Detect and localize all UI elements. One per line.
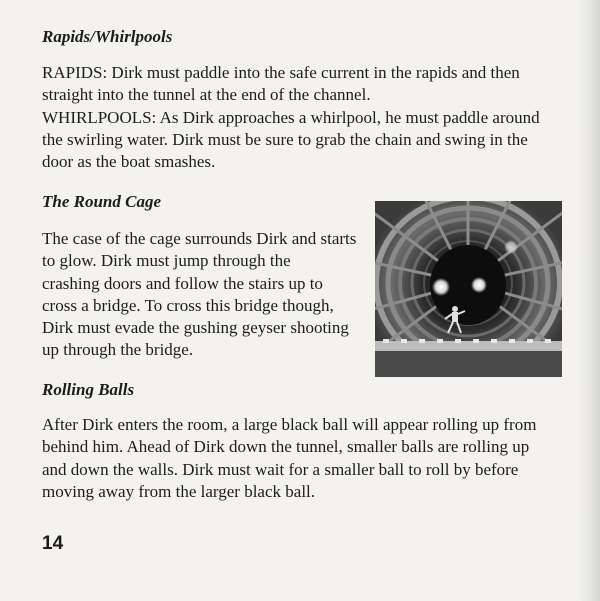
heading-rolling-balls: Rolling Balls — [42, 380, 135, 399]
paragraph-round-cage — [42, 228, 372, 362]
text-line: moving away from the larger black ball. — [42, 481, 316, 501]
round-cage-screenshot — [375, 201, 562, 377]
paragraph-rapids-whirlpools — [42, 62, 572, 173]
text-line: behind him. Ahead of Dirk down the tunnel, smaller balls are rolling up — [42, 437, 530, 457]
text-line: RAPIDS: Dirk must paddle into the safe current in the rapids and then — [42, 63, 520, 82]
text-line: to glow. Dirk must jump through the — [42, 251, 291, 271]
text-line: After Dirk enters the room, a large black ball will appear rolling up from — [42, 415, 537, 434]
text-line: cross a bridge. To cross this bridge though, — [42, 295, 334, 315]
text-line: the swirling water. Dirk must be sure to grab the chain and swing in the — [42, 129, 528, 149]
text-line: crashing doors and follow the stairs up to — [42, 273, 323, 293]
text-line: The case of the cage surrounds Dirk and starts — [42, 229, 357, 248]
page-number: 14 — [42, 533, 64, 554]
paragraph-rolling-balls — [42, 414, 572, 503]
heading-round-cage: The Round Cage — [42, 192, 162, 211]
page-edge-shadow — [578, 0, 600, 601]
text-line: up through the bridge. — [42, 340, 194, 360]
text-line: WHIRLPOOLS: As Dirk approaches a whirlpool, he must paddle around — [42, 107, 540, 127]
text-line: door as the boat smashes. — [42, 152, 216, 172]
text-line: straight into the tunnel at the end of the channel. — [42, 85, 371, 105]
text-line: Dirk must evade the gushing geyser shooting — [42, 318, 349, 338]
text-line: and down the walls. Dirk must wait for a smaller ball to roll by before — [42, 459, 519, 479]
heading-rapids-whirlpools: Rapids/Whirlpools — [42, 27, 173, 46]
